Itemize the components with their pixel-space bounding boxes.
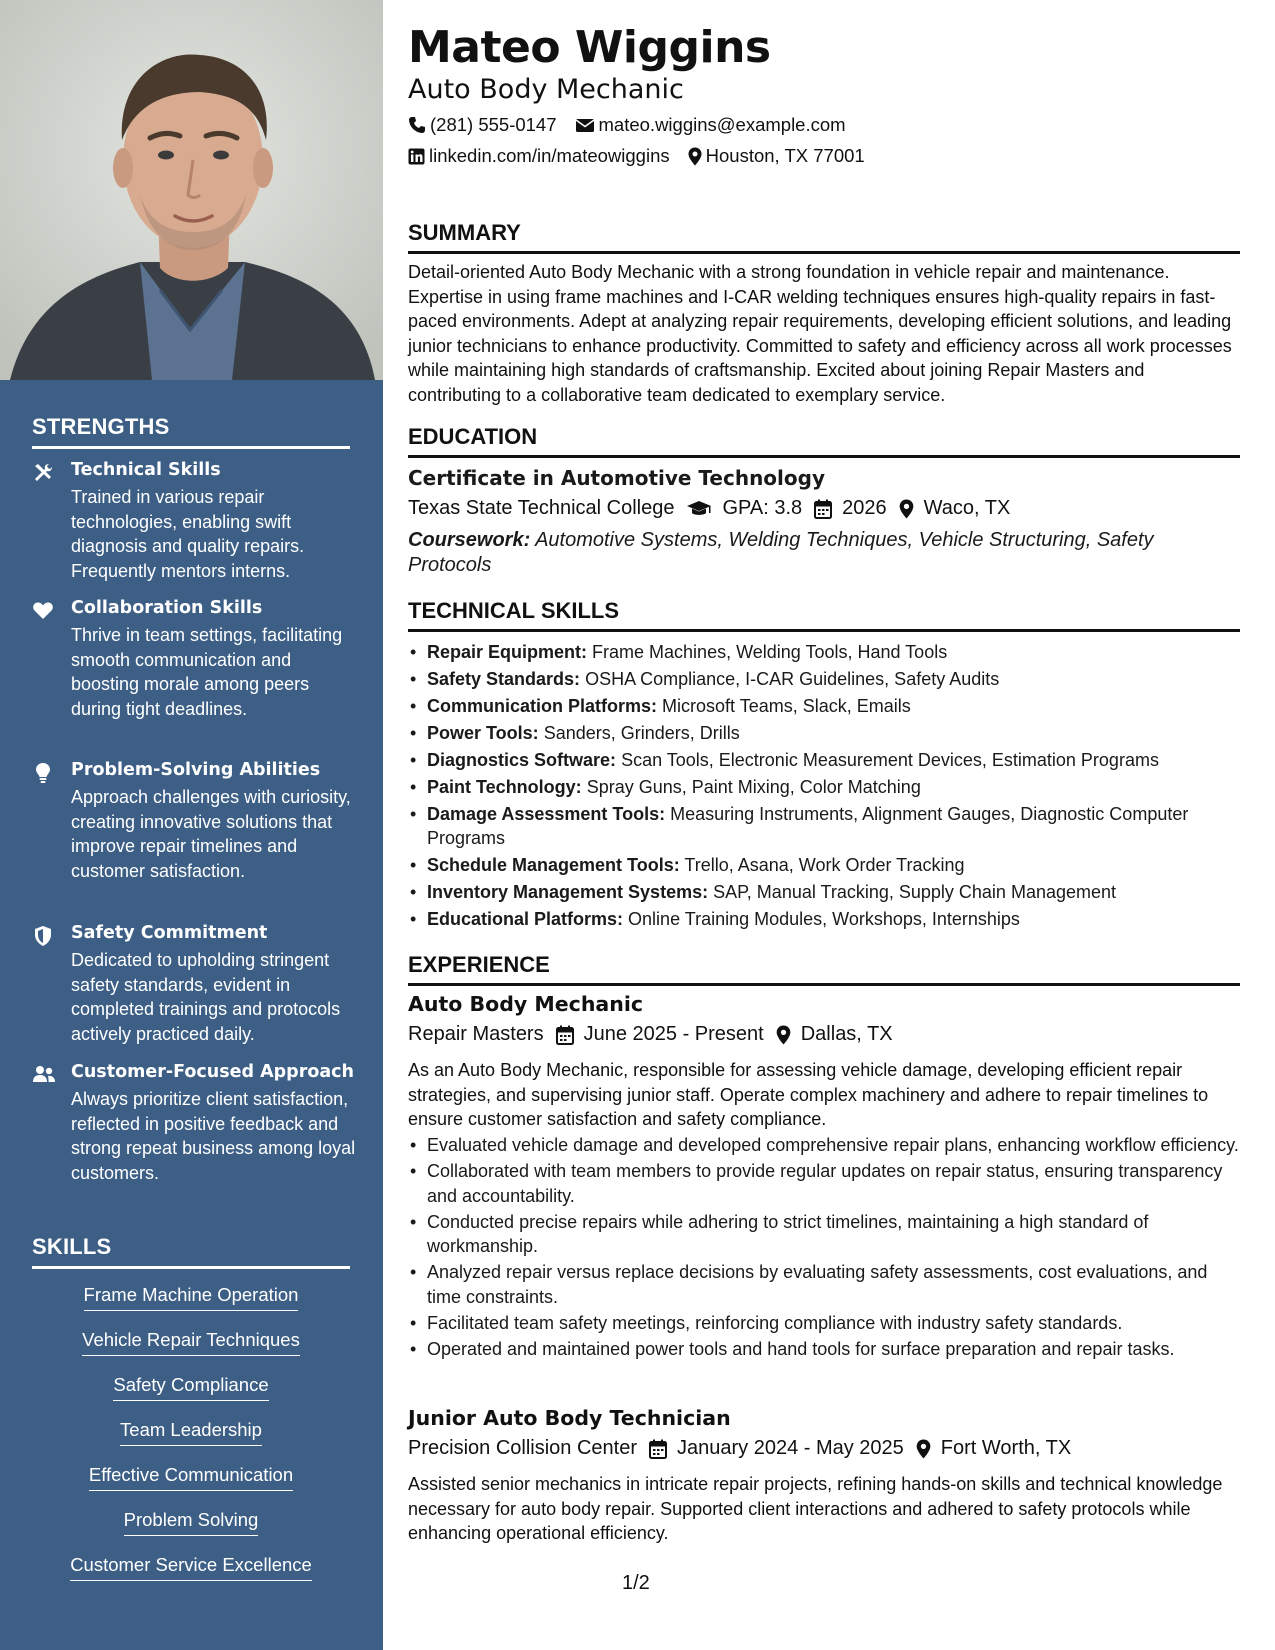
skill-tag: Customer Service Excellence (32, 1554, 350, 1581)
heart-icon (32, 600, 54, 622)
shield-icon (32, 925, 54, 947)
map-pin-icon (916, 1439, 931, 1459)
calendar-icon (814, 499, 832, 519)
list-item: • Analyzed repair versus replace decisions by evaluating safety assessments, cost evaluations, and time constraints. (408, 1260, 1240, 1309)
job-dates: January 2024 - May 2025 (649, 1437, 904, 1460)
list-item: • Power Tools: Sanders, Grinders, Drills (408, 721, 1240, 745)
strength-title: Technical Skills (71, 460, 221, 480)
technical-skills-list (408, 640, 1240, 934)
strength-title: Problem-Solving Abilities (71, 760, 321, 780)
graduation-cap-icon (686, 500, 712, 518)
skill-tag: Safety Compliance (32, 1374, 350, 1401)
job-title: Auto Body Mechanic (408, 992, 644, 1016)
education-school: Texas State Technical College (408, 497, 675, 519)
list-item: • Communication Platforms: Microsoft Teams, Slack, Emails (408, 694, 1240, 718)
education-year: 2026 (814, 497, 887, 520)
linkedin-contact[interactable]: linkedin.com/in/mateowiggins (408, 145, 670, 167)
job-title: Junior Auto Body Technician (408, 1406, 731, 1430)
linkedin-icon (408, 148, 425, 165)
education-heading: EDUCATION (408, 424, 1240, 458)
lightbulb-icon (32, 762, 54, 784)
list-item: • Collaborated with team members to provide regular updates on repair status, ensuring transparency and accountability. (408, 1159, 1240, 1208)
list-item: • Educational Platforms: Online Training Modules, Workshops, Internships (408, 907, 1240, 931)
list-item: • Evaluated vehicle damage and developed comprehensive repair plans, enhancing workflow efficiency. (408, 1133, 1240, 1158)
list-item: • Operated and maintained power tools and hand tools for surface preparation and repair tasks. (408, 1337, 1240, 1362)
calendar-icon (556, 1025, 574, 1045)
users-icon (32, 1064, 54, 1086)
map-pin-icon (899, 499, 914, 519)
technical-skills-heading: TECHNICAL SKILLS (408, 598, 1240, 632)
skill-tag: Team Leadership (32, 1419, 350, 1446)
education-degree: Certificate in Automotive Technology (408, 466, 825, 490)
email-contact[interactable]: mateo.wiggins@example.com (575, 114, 846, 136)
skill-tag: Problem Solving (32, 1509, 350, 1536)
strength-title: Collaboration Skills (71, 598, 263, 618)
job-meta (408, 1437, 1071, 1460)
job-bullets (408, 1133, 1240, 1363)
candidate-role: Auto Body Mechanic (408, 74, 684, 105)
job-location: Fort Worth, TX (916, 1437, 1071, 1460)
list-item: • Inventory Management Systems: SAP, Manual Tracking, Supply Chain Management (408, 880, 1240, 904)
candidate-name: Mateo Wiggins (408, 22, 771, 73)
education-coursework: Coursework: Automotive Systems, Welding Techniques, Vehicle Structuring, Safety Protocols (408, 529, 1154, 576)
job-company: Repair Masters (408, 1023, 544, 1045)
summary-heading: SUMMARY (408, 220, 1240, 254)
location-contact: Houston, TX 77001 (688, 145, 865, 167)
skills-heading: SKILLS (32, 1234, 350, 1269)
phone-contact[interactable]: (281) 555-0147 (408, 114, 557, 136)
job-summary: Assisted senior mechanics in intricate repair projects, refining hands-on skills and technical knowledge necessary for auto body repair. Supported client interactions and adhered to safety protocols while enhancing operational efficiency. (408, 1474, 1223, 1543)
strength-title: Customer-Focused Approach (71, 1062, 354, 1082)
page-number: 1/2 (622, 1572, 650, 1594)
skill-tag: Effective Communication (32, 1464, 350, 1491)
job-summary: As an Auto Body Mechanic, responsible for assessing vehicle damage, developing efficient repair strategies, and supervising junior staff. Operate complex machinery and adhere to repair timelines to ensure customer satisfaction and safety compliance. (408, 1060, 1209, 1129)
contact-row-2 (408, 145, 883, 167)
experience-heading: EXPERIENCE (408, 952, 1240, 986)
education-location: Waco, TX (899, 497, 1011, 520)
education-meta (408, 497, 1010, 520)
list-item: • Repair Equipment: Frame Machines, Welding Tools, Hand Tools (408, 640, 1240, 664)
list-item: • Damage Assessment Tools: Measuring Instruments, Alignment Gauges, Diagnostic Computer Programs (408, 802, 1240, 850)
tools-icon (32, 462, 54, 484)
education-gpa: GPA: 3.8 (686, 497, 802, 520)
strength-description: Trained in various repair technologies, enabling swift diagnosis and quality repairs. Frequently mentors interns. (71, 487, 305, 581)
envelope-icon (575, 117, 595, 133)
list-item: • Conducted precise repairs while adhering to strict timelines, maintaining a high standard of workmanship. (408, 1210, 1240, 1259)
job-company: Precision Collision Center (408, 1437, 637, 1459)
map-pin-icon (688, 147, 702, 166)
skill-tag: Frame Machine Operation (32, 1284, 350, 1311)
strength-description: Approach challenges with curiosity, creating innovative solutions that improve repair timelines and customer satisfaction. (71, 787, 351, 881)
list-item: • Schedule Management Tools: Trello, Asana, Work Order Tracking (408, 853, 1240, 877)
summary-text: Detail-oriented Auto Body Mechanic with a strong foundation in vehicle repair and maintenance. Expertise in using frame machines and I-CAR welding techniques ensures high-quality repairs in fast-paced environments. Adept at analyzing repair requirements, developing efficient solutions, and leading junior technicians to enhance productivity. Committed to safety and efficiency across all work processes while maintaining high standards of craftsmanship. Excited about joining Repair Masters and contributing to a collaborative team dedicated to exemplary service. (408, 262, 1232, 405)
list-item: • Paint Technology: Spray Guns, Paint Mixing, Color Matching (408, 775, 1240, 799)
strength-description: Always prioritize client satisfaction, reflected in positive feedback and strong repeat business among loyal customers. (71, 1089, 356, 1183)
contact-row-1 (408, 114, 864, 136)
map-pin-icon (776, 1025, 791, 1045)
strength-description: Thrive in team settings, facilitating smooth communication and boosting morale among peers during tight deadlines. (71, 625, 343, 719)
skill-tag: Vehicle Repair Techniques (32, 1329, 350, 1356)
calendar-icon (649, 1439, 667, 1459)
list-item: • Diagnostics Software: Scan Tools, Electronic Measurement Devices, Estimation Programs (408, 748, 1240, 772)
sidebar (0, 0, 383, 1650)
list-item: • Safety Standards: OSHA Compliance, I-CAR Guidelines, Safety Audits (408, 667, 1240, 691)
strength-description: Dedicated to upholding stringent safety standards, evident in completed trainings and protocols actively practiced daily. (71, 950, 341, 1044)
profile-photo (0, 0, 383, 380)
strengths-heading: STRENGTHS (32, 414, 350, 449)
list-item: • Facilitated team safety meetings, reinforcing compliance with industry safety standards. (408, 1311, 1240, 1336)
phone-icon (408, 116, 426, 134)
job-location: Dallas, TX (776, 1023, 893, 1046)
strength-title: Safety Commitment (71, 923, 268, 943)
job-dates: June 2025 - Present (556, 1023, 764, 1046)
job-meta (408, 1023, 893, 1046)
